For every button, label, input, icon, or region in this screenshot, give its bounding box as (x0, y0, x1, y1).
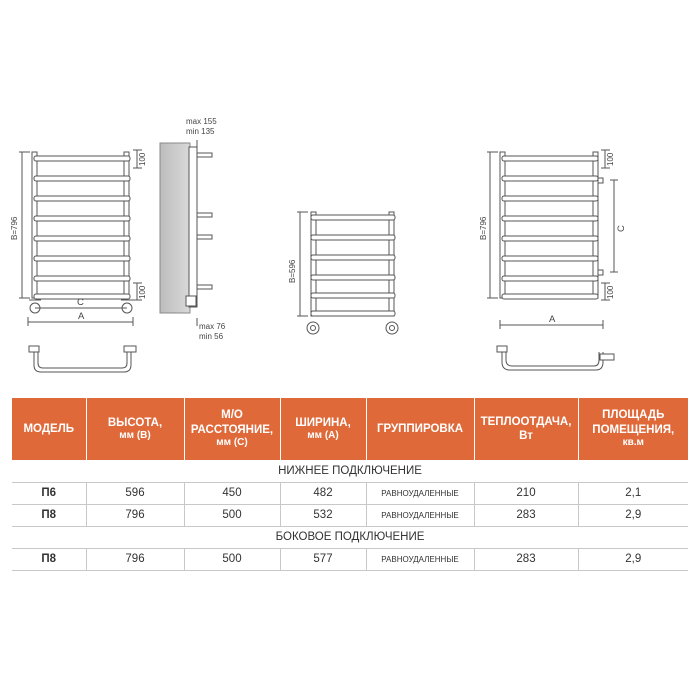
cell-area: 2,1 (578, 482, 688, 504)
table-row (12, 548, 688, 570)
header-heat-line2: Вт (519, 430, 533, 442)
left-dim-top: 100 (138, 152, 147, 166)
header-width-line2: мм (А) (307, 429, 339, 441)
cell-model: П8 (12, 548, 86, 570)
header-area-line2: ПОМЕЩЕНИЯ, (592, 423, 675, 436)
side-min-top: min 135 (186, 127, 215, 136)
header-distance-line2: РАССТОЯНИЕ, (190, 423, 274, 436)
cell-width: 577 (280, 548, 366, 570)
section-title-bottom: НИЖНЕЕ ПОДКЛЮЧЕНИЕ (12, 460, 688, 482)
header-width-line1: ШИРИНА, (295, 416, 351, 429)
header-distance-line1: М/О (221, 409, 243, 422)
left-dim-b: B=796 (10, 216, 19, 240)
right-dim-top: 100 (606, 152, 615, 166)
cell-grouping: РАВНОУДАЛЕННЫЕ (366, 482, 474, 504)
table-row (12, 504, 688, 526)
side-max-bottom: max 76 (199, 322, 226, 331)
cell-heat: 283 (474, 548, 578, 570)
header-height-line1: ВЫСОТА, (107, 416, 163, 429)
right-dim-bottom: 100 (606, 285, 615, 299)
right-front-view (487, 150, 618, 329)
header-area-line3: кв.м (622, 437, 644, 449)
left-dim-c: C (77, 297, 84, 308)
middle-front-view (297, 212, 398, 334)
cell-distance: 450 (184, 482, 280, 504)
cell-grouping: РАВНОУДАЛЕННЫЕ (366, 504, 474, 526)
header-heat (474, 398, 578, 460)
header-grouping: ГРУППИРОВКА (366, 398, 474, 460)
header-distance-line3: мм (С) (216, 437, 248, 449)
left-rungs (34, 156, 130, 299)
header-heat-line1: ТЕПЛООТДАЧА, (480, 415, 572, 428)
left-dim-bottom: 100 (138, 285, 147, 299)
cell-width: 482 (280, 482, 366, 504)
middle-dim-b: B=596 (288, 259, 297, 283)
header-width (280, 398, 366, 460)
side-view (160, 140, 212, 326)
section-row-side (12, 526, 688, 548)
left-top-view (29, 346, 136, 372)
header-model: МОДЕЛЬ (12, 398, 86, 460)
spec-table (12, 398, 688, 571)
header-distance (184, 398, 280, 460)
cell-distance: 500 (184, 504, 280, 526)
table-row (12, 482, 688, 504)
cell-model: П6 (12, 482, 86, 504)
cell-area: 2,9 (578, 548, 688, 570)
section-title-side: БОКОВОЕ ПОДКЛЮЧЕНИЕ (12, 526, 688, 548)
right-dim-a: A (549, 314, 556, 325)
header-area (578, 398, 688, 460)
section-row-bottom (12, 460, 688, 482)
cell-area: 2,9 (578, 504, 688, 526)
cell-distance: 500 (184, 548, 280, 570)
cell-model: П8 (12, 504, 86, 526)
cell-height: 796 (86, 504, 184, 526)
right-dim-b: B=796 (479, 216, 488, 240)
header-height-line2: мм (В) (119, 429, 151, 441)
cell-height: 596 (86, 482, 184, 504)
cell-height: 796 (86, 548, 184, 570)
side-min-bottom: min 56 (199, 332, 224, 341)
header-area-line1: ПЛОЩАДЬ (602, 409, 665, 422)
cell-heat: 210 (474, 482, 578, 504)
left-dim-a: A (78, 311, 85, 322)
cell-heat: 283 (474, 504, 578, 526)
cell-grouping: РАВНОУДАЛЕННЫЕ (366, 548, 474, 570)
side-max-top: max 155 (186, 117, 217, 126)
header-height (86, 398, 184, 460)
cell-width: 532 (280, 504, 366, 526)
right-dim-c: C (616, 225, 627, 232)
right-top-view (497, 346, 614, 370)
table-header-row (12, 398, 688, 460)
